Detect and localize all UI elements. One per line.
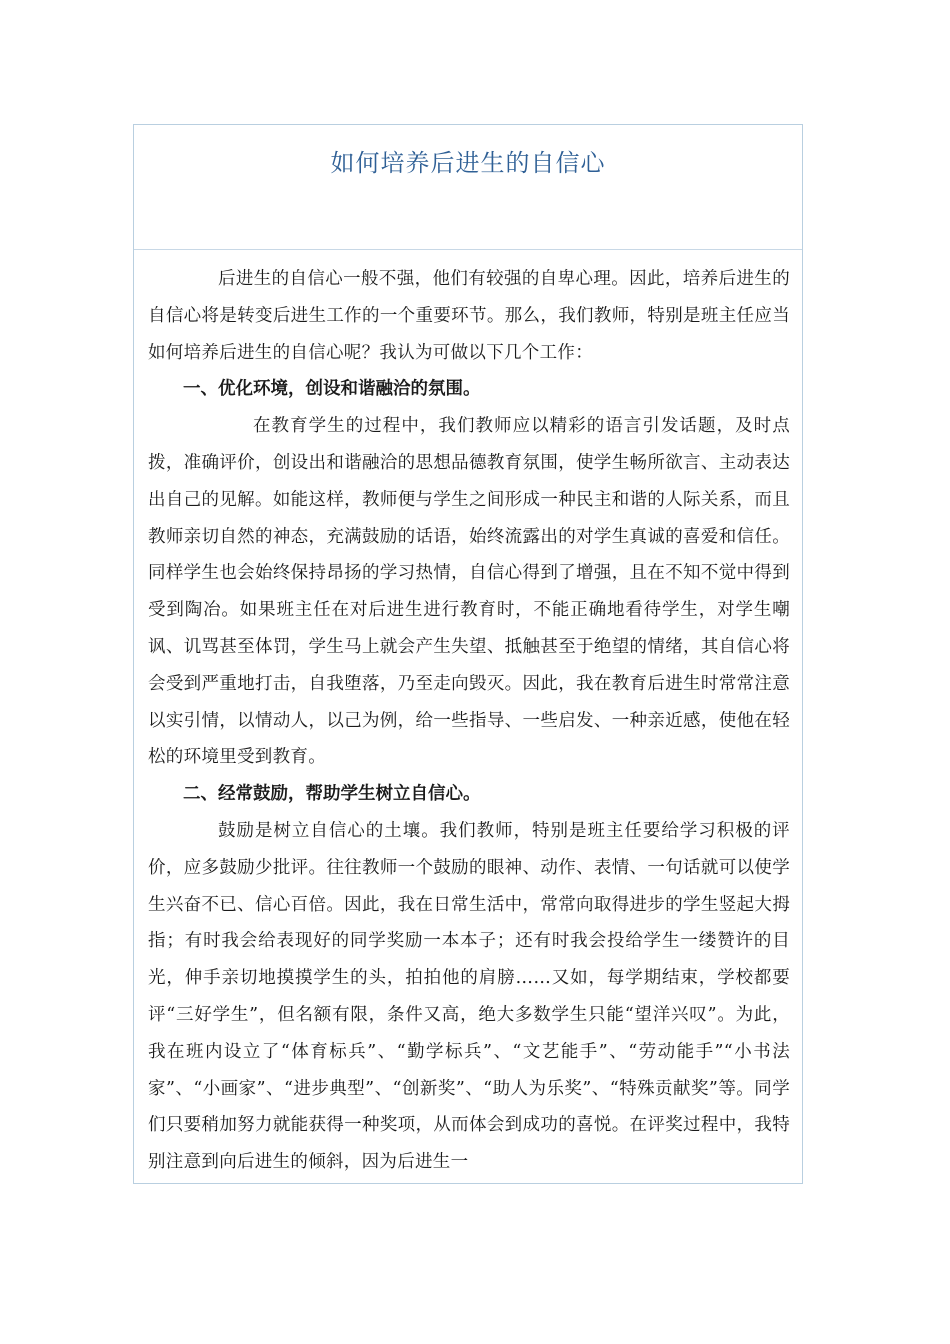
document-title: 如何培养后进生的自信心 — [330, 149, 606, 177]
document-frame — [133, 124, 803, 1184]
document-body — [134, 250, 802, 1181]
section-1-paragraph: 在教育学生的过程中，我们教师应以精彩的语言引发话题，及时点拨，准确评价，创设出和谐融洽的思想品德教育氛围，使学生畅所欲言、主动表达出自己的见解。如能这样，教师便与学生之间形成一种民主和谐的人际关系，而且教师亲切自然的神态，充满鼓励的话语，始终流露出的对学生真诚的喜爱和信任。同样学生也会始终保持昂扬的学习热情，自信心得到了增强，且在不知不觉中得到受到陶冶。如果班主任在对后进生进行教育时，不能正确地看待学生，对学生嘲讽、讥骂甚至体罚，学生马上就会产生失望、抵触甚至于绝望的情绪，其自信心将会受到严重地打击，自我堕落，乃至走向毁灭。因此，我在教育后进生时常常注意以实引情，以情动人，以己为例，给一些指导、一些启发、一种亲近感，使他在轻松的环境里受到教育。 — [148, 416, 790, 768]
section-2-paragraph: 鼓励是树立自信心的土壤。我们教师，特别是班主任要给学习积极的评价，应多鼓励少批评。往往教师一个鼓励的眼神、动作、表情、一句话就可以使学生兴奋不已、信心百倍。因此，我在日常生活中，常常向取得进步的学生竖起大拇指；有时我会给表现好的同学奖励一本本子；还有时我会投给学生一缕赞许的目光，伸手亲切地摸摸学生的头，拍拍他的肩膀……又如，每学期结束，学校都要评“三好学生”，但名额有限，条件又高，绝大多数学生只能“望洋兴叹”。为此，我在班内设立了“体育标兵”、“勤学标兵”、“文艺能手”、“劳动能手”“小书法家”、“小画家”、“进步典型”、“创新奖”、“助人为乐奖”、“特殊贡献奖”等。同学们只要稍加努力就能获得一种奖项，从而体会到成功的喜悦。在评奖过程中，我特别注意到向后进生的倾斜，因为后进生一 — [148, 820, 790, 1173]
section-2-heading: 二、经常鼓励，帮助学生树立自信心。 — [183, 784, 481, 805]
title-cell — [134, 125, 802, 250]
section-1-heading: 一、优化环境，创设和谐融洽的氛围。 — [183, 379, 481, 400]
intro-paragraph: 后进生的自信心一般不强，他们有较强的自卑心理。因此，培养后进生的自信心将是转变后进生工作的一个重要环节。那么，我们教师，特别是班主任应当如何培养后进生的自信心呢？我认为可做以下几个工作： — [148, 269, 790, 363]
